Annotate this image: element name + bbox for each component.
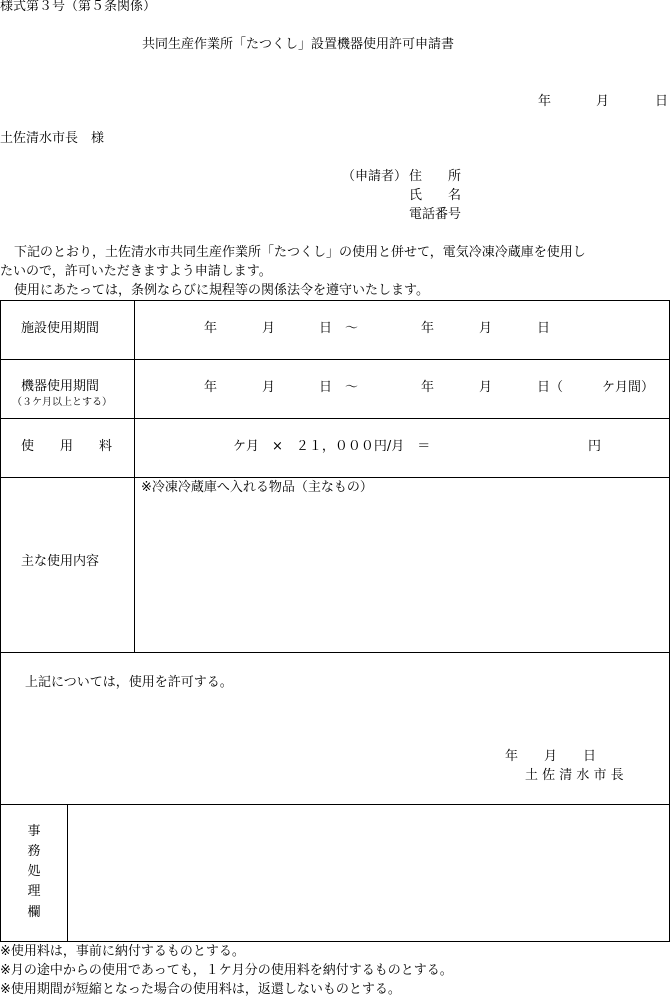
intro-line-2: たいので，許可いただきますよう申請します。 — [0, 264, 272, 279]
equipment-from-month: 月 — [262, 380, 276, 395]
facility-from-day: 日 — [319, 321, 333, 336]
content-label: 主な使用内容 — [21, 554, 100, 569]
equipment-from-year: 年 — [204, 380, 218, 395]
equipment-to-month: 月 — [479, 380, 493, 395]
form-number: 様式第３号（第５条関係） — [0, 0, 157, 14]
approval-text: 上記については，使用を許可する。 — [25, 675, 233, 690]
facility-to-year: 年 — [421, 321, 435, 336]
footnote-1: ※使用料は，事前に納付するものとする。 — [0, 944, 245, 959]
footnote-2: ※月の途中からの使用であっても，１ケ月分の使用料を納付するものとする。 — [0, 963, 453, 978]
facility-tilde: ～ — [345, 321, 359, 336]
applicant-phone-label: 電話番号 — [409, 207, 462, 222]
applicant-address-label: 住 所 — [409, 169, 462, 184]
fee-yen: 円 — [588, 439, 602, 454]
date-day: 日 — [655, 94, 669, 109]
approval-issuer: 土 佐 清 水 市 長 — [525, 768, 624, 783]
intro-line-1: 下記のとおり，土佐清水市共同生産作業所「たつくし」の使用と併せて，電気冷凍冷蔵庫を使用し — [14, 245, 586, 260]
date-month: 月 — [596, 94, 610, 109]
equipment-from-day: 日 — [319, 380, 333, 395]
facility-period-label: 施設使用期間 — [21, 321, 100, 336]
approval-date: 年 月 日 — [505, 749, 597, 764]
facility-from-year: 年 — [204, 321, 218, 336]
footnote-3: ※使用期間が短縮となった場合の使用料は，返還しないものとする。 — [0, 982, 401, 997]
equipment-tilde: ～ — [345, 380, 359, 395]
equipment-to-year: 年 — [421, 380, 435, 395]
equipment-to-day-months: 日（ ケ月間） — [537, 380, 655, 395]
facility-to-day: 日 — [537, 321, 551, 336]
intro-line-3: 使用にあたっては，条例ならびに規程等の関係法令を遵守いたします。 — [14, 283, 429, 298]
content-note: ※冷凍冷蔵庫へ入れる物品（主なもの） — [141, 480, 373, 495]
office-use-area — [68, 805, 669, 941]
applicant-name-label: 氏 名 — [409, 188, 462, 203]
facility-from-month: 月 — [262, 321, 276, 336]
equipment-period-label: 機器使用期間 — [21, 379, 100, 394]
document-title: 共同生産作業所「たつくし」設置機器使用許可申請書 — [142, 37, 455, 52]
facility-to-month: 月 — [479, 321, 493, 336]
fee-label: 使 用 料 — [21, 439, 113, 454]
office-use-label: 事務処理欄 — [27, 824, 41, 920]
applicant-label: （申請者） — [342, 169, 408, 184]
fee-formula: ケ月 × ２１，０００円/月 ＝ — [233, 439, 431, 454]
equipment-period-note: （３ケ月以上とする） — [12, 397, 112, 408]
addressee: 土佐清水市長 様 — [0, 131, 105, 146]
date-year: 年 — [538, 94, 552, 109]
